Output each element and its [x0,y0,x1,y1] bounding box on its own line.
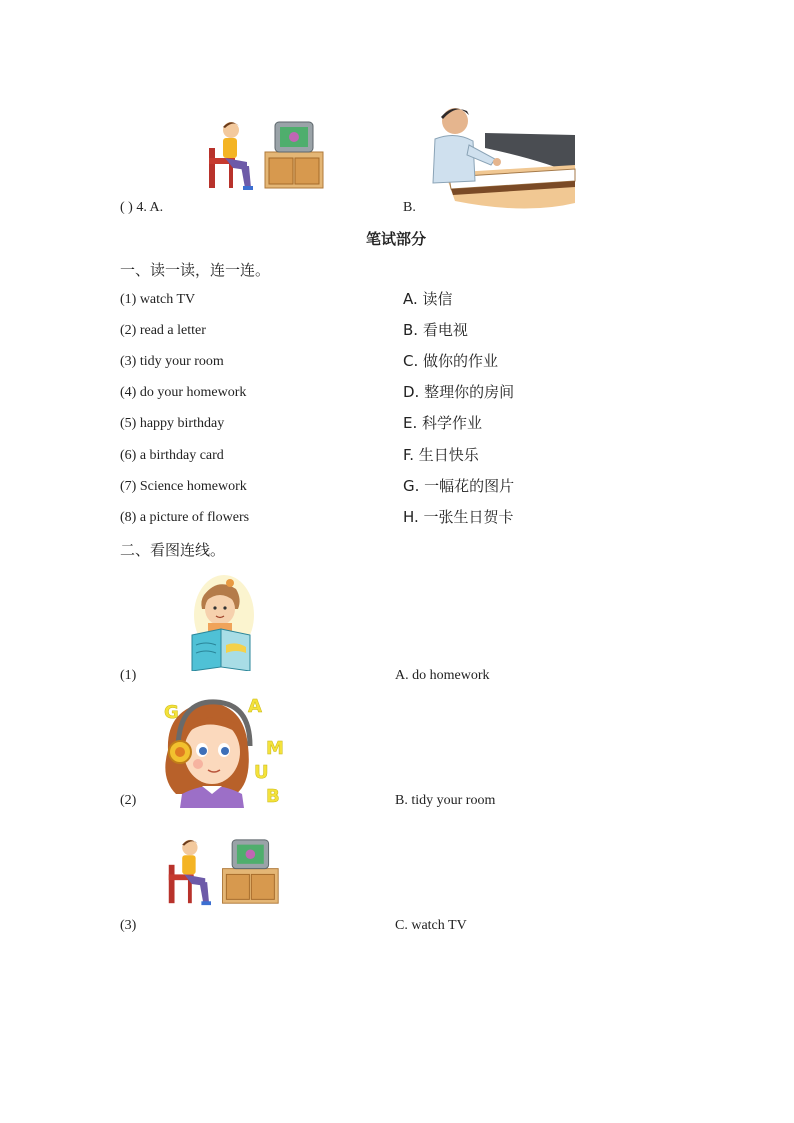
section-1-heading: 一、读一读，连一连。 [120,261,271,279]
matching-right-item: E. 科学作业 [403,414,483,432]
girl-reading-book-image [188,575,254,671]
matching-left-item: (4) do your homework [120,385,247,400]
boy-watching-tv-image [163,835,283,909]
girl-listening-music-image [156,690,290,808]
matching-right-item: A. 读信 [403,290,453,308]
music-letter: M [266,738,284,759]
picture-match-option: B. tidy your room [395,793,496,808]
picture-item-number: (3) [120,918,137,933]
music-letter: U [254,762,269,783]
matching-right-item: F. 生日快乐 [403,446,479,464]
written-section-title: 笔试部分 [366,230,427,248]
music-letter: G [164,702,179,723]
picture-match-option: A. do homework [395,668,490,683]
matching-right-item: H. 一张生日贺卡 [403,508,514,526]
matching-left-item: (6) a birthday card [120,448,224,463]
matching-right-item: D. 整理你的房间 [403,383,515,401]
picture-match-option: C. watch TV [395,918,467,933]
picture-item-number: (2) [120,793,137,808]
matching-right-item: C. 做你的作业 [403,352,499,370]
man-playing-piano-image [425,103,578,211]
matching-right-item: G. 一幅花的图片 [403,477,515,495]
matching-left-item: (1) watch TV [120,292,196,307]
question-4-label: ( ) 4. A. [120,200,164,215]
matching-left-item: (8) a picture of flowers [120,510,250,525]
section-2-heading: 二、看图连线。 [120,541,226,559]
music-letter: A [248,696,262,717]
matching-left-item: (7) Science homework [120,479,247,494]
matching-left-item: (5) happy birthday [120,416,225,431]
matching-left-item: (2) read a letter [120,323,206,338]
question-4-option-b: B. [403,200,416,215]
boy-watching-tv-image [203,118,328,193]
picture-item-number: (1) [120,668,137,683]
matching-right-item: B. 看电视 [403,321,468,339]
matching-left-item: (3) tidy your room [120,354,224,369]
music-letter: B [266,786,280,807]
